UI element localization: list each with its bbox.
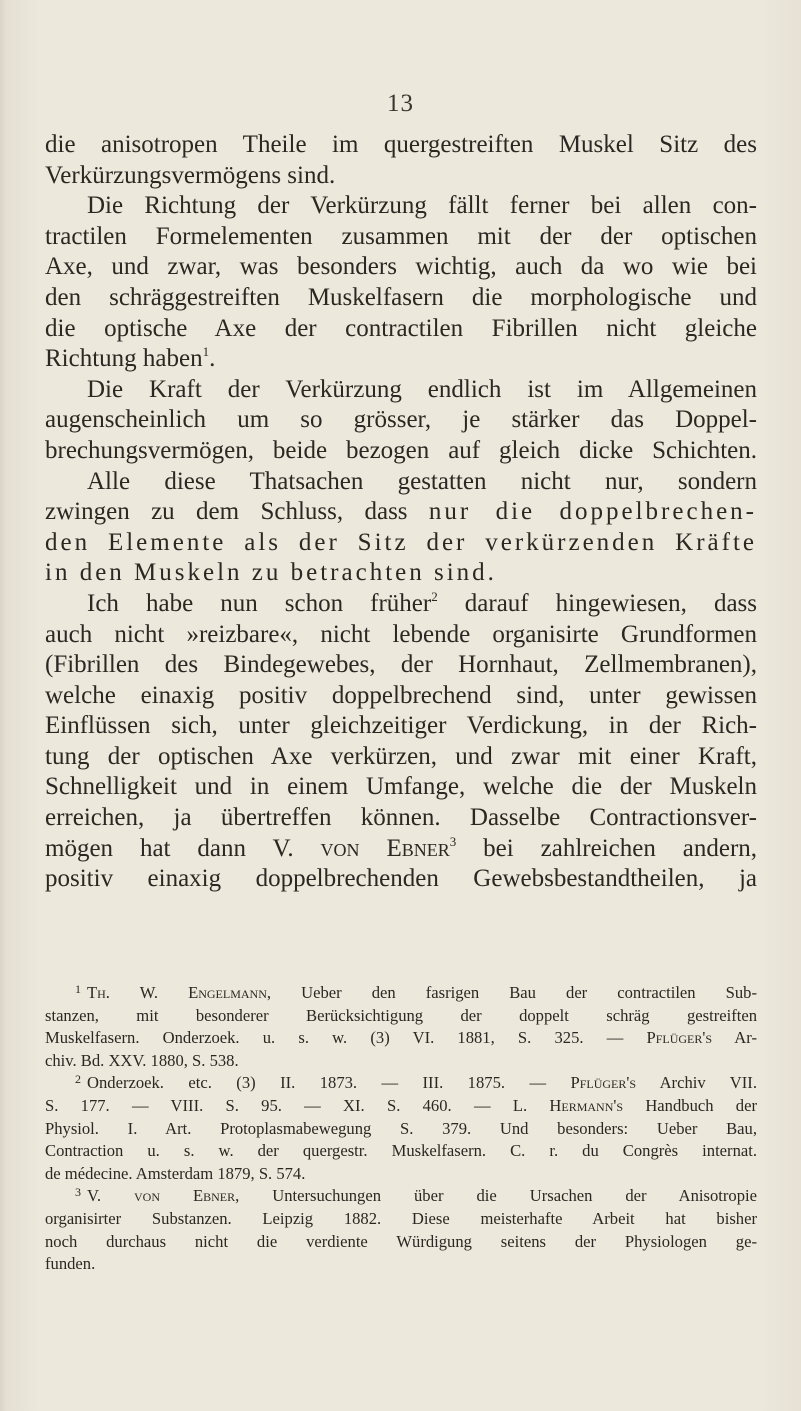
footnote-line (45, 1072, 757, 1095)
footnote-text: Handbuch der (645, 1095, 757, 1115)
text-fragment: zwingen zu dem Schluss, dass (45, 498, 408, 526)
footnote-ref: 1 (202, 344, 210, 360)
text-line (45, 497, 757, 528)
emphasis-spaced: nur die doppelbrechen- (428, 498, 757, 526)
text-fragment: mögen hat dann V. (45, 834, 294, 862)
text-fragment: darauf hingewiesen, dass (464, 589, 757, 617)
footnote-line (45, 982, 757, 1005)
text-line: in den Muskeln zu betrachten sind. (45, 559, 497, 587)
footnote-author: Pflüger's (646, 1028, 713, 1048)
footnote-text: Archiv VII. (659, 1073, 757, 1093)
text-line: Alle diese Thatsachen gestatten nicht nur, sondern (87, 467, 757, 495)
text-line: Die Richtung der Verkürzung fällt ferner bei allen con- (87, 192, 757, 220)
footnote-text: Untersuchungen über die Ursachen der Anisotropie (272, 1186, 757, 1206)
text-fragment: bei zahlreichen andern, (483, 834, 757, 862)
author-name: von Ebner (320, 834, 450, 862)
text-line: positiv einaxig doppelbrechenden Gewebsbestandtheilen, ja (45, 865, 757, 893)
footnote-line: chiv. Bd. XXV. 1880, S. 538. (45, 1050, 239, 1070)
text-line: tung der optischen Axe verkürzen, und zwar mit einer Kraft, (45, 742, 757, 770)
text-line: erreichen, ja übertreffen können. Dasselbe Contractionsver- (45, 804, 757, 832)
footnote-author: Th. W. Engelmann, (87, 983, 272, 1002)
footnote-ref: 2 (431, 588, 438, 604)
footnote-author: Pflüger's (570, 1073, 637, 1093)
footnote-line (45, 1185, 757, 1208)
text-line: Axe, und zwar, was besonders wichtig, auch da wo wie bei (45, 253, 757, 281)
page-gutter-shadow (0, 0, 6, 1411)
footnote-number: 3 (75, 1185, 81, 1200)
text-line: den schräggestreiften Muskelfasern die morphologische und (45, 283, 757, 311)
footnote-line: noch durchaus nicht die verdiente Würdigung seitens der Physiologen ge- (45, 1231, 757, 1251)
main-text (45, 130, 757, 895)
footnote-ref: 3 (449, 833, 457, 849)
footnote-number: 2 (75, 1072, 81, 1087)
footnote-author: L. Hermann's (512, 1095, 624, 1115)
footnote-text: Muskelfasern. Onderzoek. u. s. w. (3) VI. 1881, S. 325. — (45, 1028, 624, 1048)
footnote-line: funden. (45, 1254, 96, 1274)
text-fragment: Richtung haben (45, 345, 203, 373)
footnote-text: Onderzoek. etc. (3) II. 1873. — III. 1875. — (87, 1073, 547, 1093)
text-line: (Fibrillen des Bindegewebes, der Hornhaut, Zellmembranen), (45, 651, 757, 679)
footnote-line (45, 1095, 757, 1118)
footnote-line: stanzen, mit besonderer Berücksichtigung der doppelt schräg gestreiften (45, 1005, 757, 1025)
text-line: Verkürzungsvermögens sind. (45, 161, 336, 189)
footnote-text: S. 177. — VIII. S. 95. — XI. S. 460. — (45, 1095, 491, 1115)
footnote-number: 1 (75, 982, 81, 996)
text-line: welche einaxig positiv doppelbrechend sind, unter gewissen (45, 681, 757, 709)
text-line: die anisotropen Theile im quergestreiften Muskel Sitz des (45, 131, 757, 158)
text-line (45, 834, 757, 865)
footnote-text: Ar- (734, 1028, 757, 1048)
text-line: Richtung haben$^1$. (45, 344, 216, 373)
footnote-line: Contraction u. s. w. der quergestr. Muskelfasern. C. r. du Congrès internat. (45, 1141, 757, 1161)
text-line: Schnelligkeit und in einem Umfange, welche die der Muskeln (45, 773, 757, 801)
text-line: brechungsvermögen, beide bezogen auf gleich dicke Schichten. (45, 436, 757, 464)
text-line: Die Kraft der Verkürzung endlich ist im Allgemeinen (87, 375, 757, 403)
footnote-author: V. von Ebner, (87, 1186, 240, 1206)
footnote-line: Physiol. I. Art. Protoplasmabewegung S. 379. Und besonders: Ueber Bau, (45, 1118, 757, 1138)
footnote-line: de médecine. Amsterdam 1879, S. 574. (45, 1163, 306, 1183)
text-line: tractilen Formelementen zusammen mit der der optischen (45, 222, 757, 250)
footnotes (45, 982, 757, 1276)
text-line: den Elemente als der Sitz der verkürzenden Kräfte (45, 528, 757, 556)
text-line (45, 589, 757, 620)
page-number: 13 (387, 90, 414, 117)
text-line: Einflüssen sich, unter gleichzeitiger Verdickung, in der Rich- (45, 712, 757, 740)
footnote-line (45, 1027, 757, 1050)
footnote-line: organisirter Substanzen. Leipzig 1882. Diese meisterhafte Arbeit hat bisher (45, 1208, 757, 1228)
text-fragment: Ich habe nun schon früher (87, 589, 432, 617)
text-line: die optische Axe der contractilen Fibrillen nicht gleiche (45, 314, 757, 342)
footnote-text: Ueber den fasrigen Bau der contractilen Sub- (301, 983, 757, 1002)
text-line: auch nicht »reizbare«, nicht lebende organisirte Grundformen (45, 620, 757, 648)
text-line: augenscheinlich um so grösser, je stärker das Doppel- (45, 406, 757, 434)
